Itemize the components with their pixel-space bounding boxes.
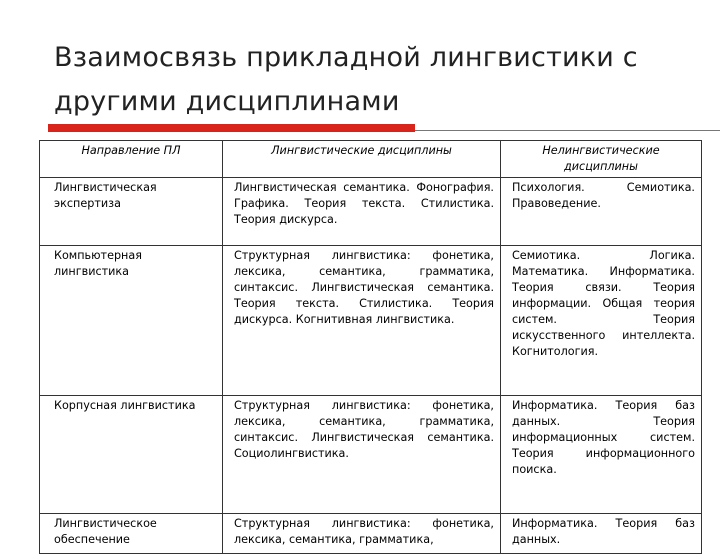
cell-nonlinguistic: Семиотика. Логика. Математика. Информатика. Теория связи. Теория информации. Общая теория систем. Теория искусственного интеллекта. Когнитология. (501, 246, 702, 396)
table-row (40, 246, 702, 396)
title-underline-red-bar (48, 124, 415, 132)
slide-title (54, 36, 674, 124)
cell-linguistic: Структурная лингвистика: фонетика, лексика, семантика, грамматика, синтаксис. Лингвистическая семантика. Теория текста. Стилистика. Теория дискурса. Когнитивная лингвистика. (223, 246, 501, 396)
cell-direction: Лингвистическое обеспечение (40, 514, 223, 554)
table-row (40, 178, 702, 246)
title-underline-thin-line (415, 130, 720, 131)
cell-direction: Лингвистическая экспертиза (40, 178, 223, 246)
cell-linguistic: Структурная лингвистика: фонетика, лексика, семантика, грамматика, (223, 514, 501, 554)
header-linguistic: Лингвистические дисциплины (223, 141, 501, 178)
cell-nonlinguistic: Психология. Семиотика. Правоведение. (501, 178, 702, 246)
cell-nonlinguistic: Информатика. Теория баз данных. Теория информационных систем. Теория информационного поиска. (501, 396, 702, 514)
cell-linguistic: Структурная лингвистика: фонетика, лексика, семантика, грамматика, синтаксис. Лингвистическая семантика. Социолингвистика. (223, 396, 501, 514)
table-header-row (40, 141, 702, 178)
disciplines-table (39, 140, 702, 554)
slide-title-line-2: другими дисциплинами (54, 86, 400, 117)
cell-linguistic: Лингвистическая семантика. Фонография. Графика. Теория текста. Стилистика. Теория дискурса. (223, 178, 501, 246)
cell-direction: Корпусная лингвистика (40, 396, 223, 514)
slide-title-line-1: Взаимосвязь прикладной лингвистики с (54, 42, 638, 73)
table-row (40, 514, 702, 554)
table-row (40, 396, 702, 514)
cell-nonlinguistic: Информатика. Теория баз данных. (501, 514, 702, 554)
header-nonlinguistic: Нелингвистические дисциплины (501, 141, 702, 178)
header-direction: Направление ПЛ (40, 141, 223, 178)
cell-direction: Компьютерная лингвистика (40, 246, 223, 396)
